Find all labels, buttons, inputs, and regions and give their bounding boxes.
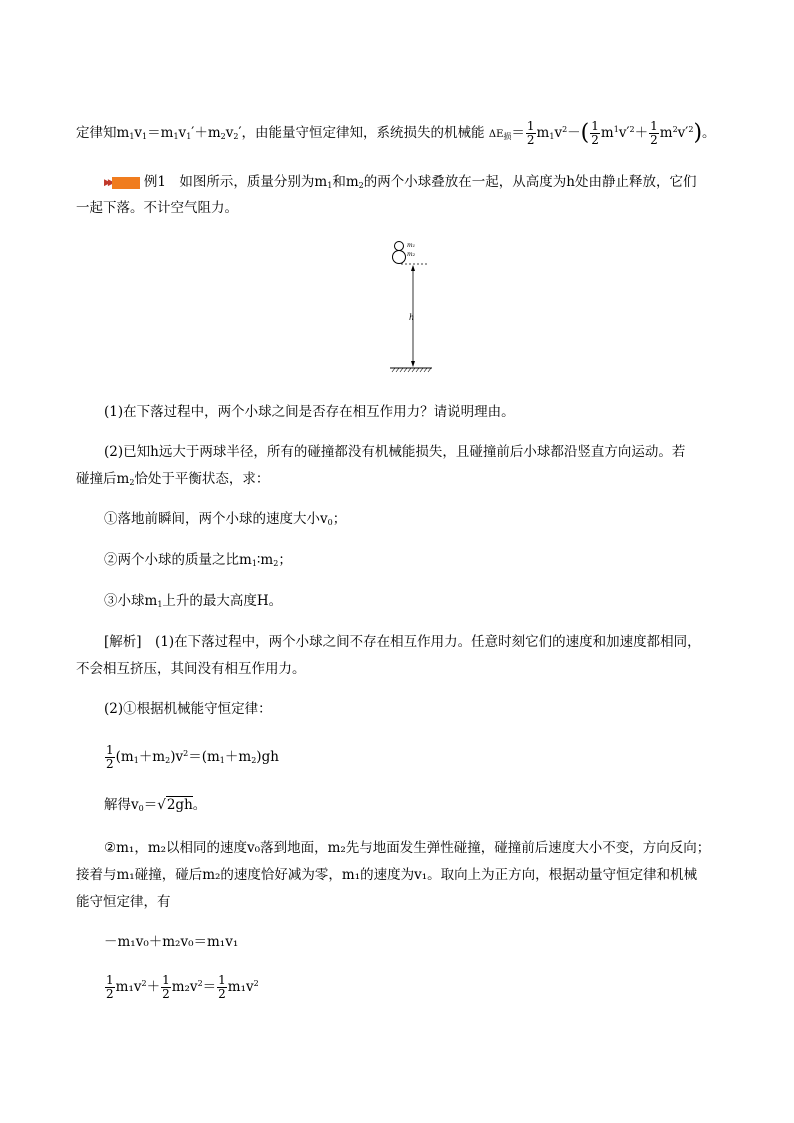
question-1: (1)在下落过程中，两个小球之间是否存在相互作用力？请说明理由。 xyxy=(104,404,515,420)
result-v0: 解得$v_0=√2gh$。 xyxy=(104,797,207,813)
falling-balls-figure xyxy=(380,238,440,378)
solution-1-line1: [解析] (1)在下落过程中，两个小球之间不存在相互作用力。任意时刻它们的速度和加速度都相同， xyxy=(104,634,701,650)
paragraph-2-line3: 能守恒定律，有 xyxy=(76,894,171,910)
label-h: h xyxy=(409,313,415,322)
paragraph-2-line1: ②m₁，m₂以相同的速度v₀落到地面，m₂先与地面发生弹性碰撞，碰撞前后速度大小不变，方向反向； xyxy=(104,840,711,856)
equation-energy-2: $\frac{1}{2}$ $m_1v^2+$ $\frac{1}{2}$ $m_2v^2=$ $\frac{1}{2}$ $m_1v^2$ xyxy=(106,973,259,1001)
question-2b: ②两个小球的质量之比$m_1∶m_2$； xyxy=(104,552,292,568)
example-heading: ▶▶ 例1 如图所示，质量分别为$m_1$和$m_2$的两个小球叠放在一起，从高度为h处由静止释放，它们 xyxy=(104,172,696,193)
example-line2: 一起下落。不计空气阻力。 xyxy=(76,200,238,216)
question-2a: ①落地前瞬间，两个小球的速度大小$v_0$； xyxy=(104,511,347,527)
label-m2: m₂ xyxy=(407,251,416,258)
ball-m2 xyxy=(393,251,406,264)
example-marker-icon xyxy=(112,177,140,189)
solution-1-line2: 不会相互挤压，其间没有相互作用力。 xyxy=(76,661,306,677)
example-label: 例1 xyxy=(143,174,166,190)
question-2-line2: 碰撞后$m_2$恰处于平衡状态，求： xyxy=(76,471,270,487)
question-2c: ③小球$m_1$上升的最大高度H。 xyxy=(104,593,283,609)
question-2-line1: (2)已知h远大于两球半径，所有的碰撞都没有机械能损失，且碰撞前后小球都沿竖直方向运动。若 xyxy=(104,444,686,460)
solution-label: [解析] xyxy=(104,634,142,650)
ball-m1 xyxy=(395,242,404,251)
solution-2-title: (2)①根据机械能守恒定律： xyxy=(104,701,272,717)
energy-loss-line: 定律知$m_1v_1=m_1v_1'+m_2v_2'$，由能量守恒定律知，系统损失的机械能 $\Delta E_损=$ $\frac{1}{2}$ $m_1v^2-$( $\frac{1}{2}$ $m^1v'^2+$ $\frac{1}{2}$ $m^2v'^2$)。 xyxy=(76,119,716,147)
paragraph-2-line2: 接着与m₁碰撞，碰后m₂的速度恰好减为零，m₁的速度为v₁。取向上为正方向，根据动量守恒定律和机械 xyxy=(76,867,698,883)
double-arrow-icon: ▶▶ xyxy=(104,177,112,188)
equation-momentum: －m₁v₀＋m₂v₀＝m₁v₁ xyxy=(104,934,239,950)
equation-energy: $\frac{1}{2}$ $(m_1+m_2)v^2=(m_1+m_2)gh$ xyxy=(106,743,279,771)
label-m1: m₁ xyxy=(407,242,416,249)
